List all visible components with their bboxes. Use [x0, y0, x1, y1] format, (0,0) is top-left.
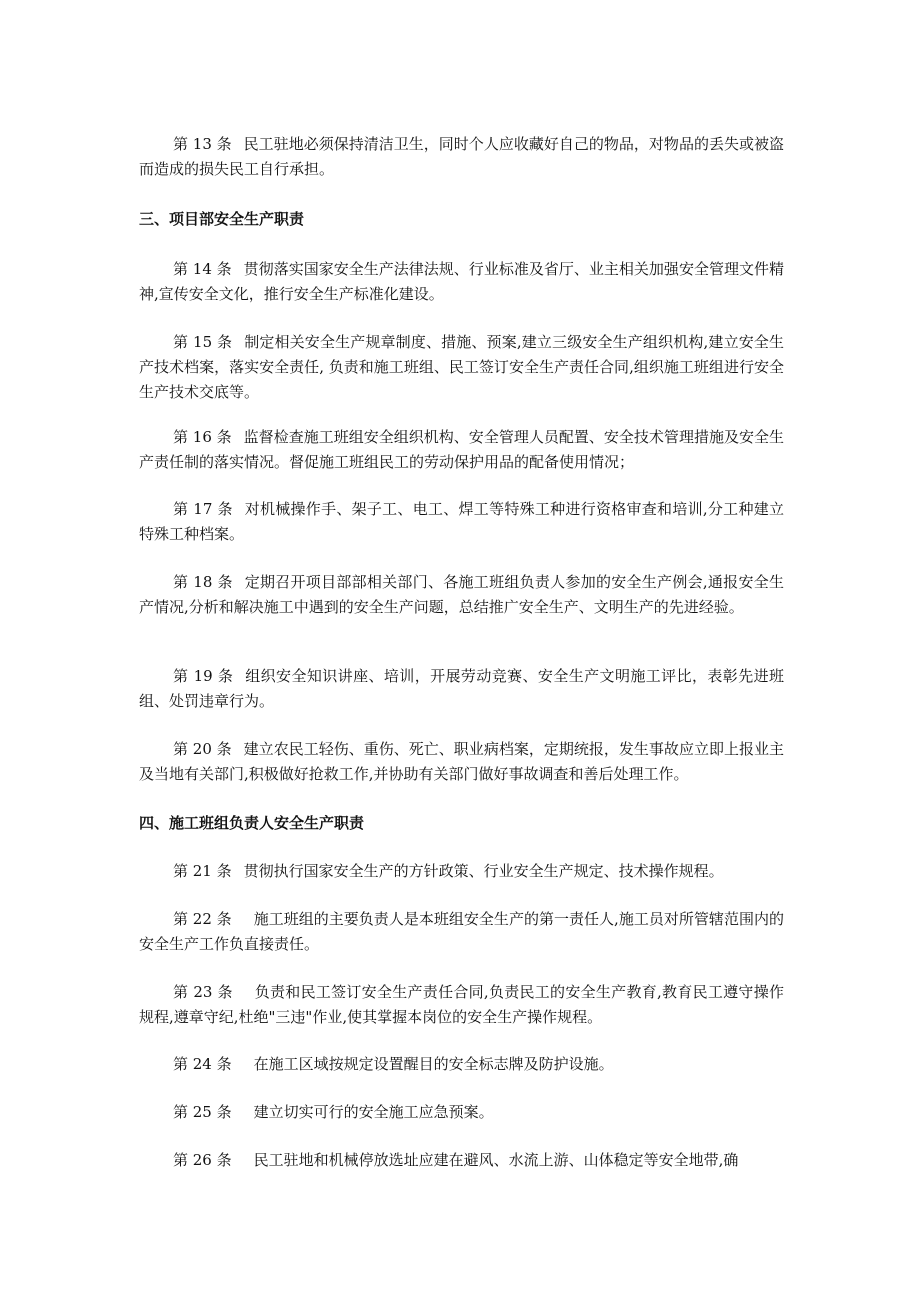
article-23	[139, 980, 784, 1030]
article-16	[139, 425, 784, 475]
article-18	[139, 570, 784, 620]
article-number: 第 20 条	[173, 740, 232, 758]
article-number: 第 19 条	[173, 667, 234, 685]
article-text: 建立农民工轻伤、重伤、死亡、职业病档案，定期统报，发生事故应立即上报业主及当地有关部门,积极做好抢救工作,并协助有关部门做好事故调查和善后处理工作。	[139, 740, 784, 783]
article-number: 第 13 条	[173, 135, 232, 153]
article-13	[139, 132, 784, 182]
article-number: 第 26 条	[173, 1151, 232, 1169]
article-24	[139, 1052, 784, 1077]
article-text: 贯彻落实国家安全生产法律法规、行业标准及省厅、业主相关加强安全管理文件精神,宣传安全文化，推行安全生产标准化建设。	[139, 260, 784, 303]
article-text: 贯彻执行国家安全生产的方针政策、行业安全生产规定、技术操作规程。	[243, 862, 724, 880]
article-text: 在施工区域按规定设置醒目的安全标志牌及防护设施。	[253, 1055, 614, 1073]
article-text: 民工驻地和机械停放选址应建在避风、水流上游、山体稳定等安全地带,确	[253, 1151, 739, 1169]
article-text: 民工驻地必须保持清洁卫生，同时个人应收藏好自己的物品，对物品的丢失或被盗而造成的损失民工自行承担。	[139, 135, 784, 178]
article-number: 第 21 条	[173, 862, 232, 880]
article-number: 第 16 条	[173, 428, 232, 446]
article-26	[139, 1148, 784, 1173]
section-heading-team-leader: 四、施工班组负责人安全生产职责	[139, 814, 365, 832]
article-text: 组织安全知识讲座、培训，开展劳动竞赛、安全生产文明施工评比，表彰先进班组、处罚违章行为。	[139, 667, 784, 710]
article-15	[139, 330, 784, 405]
article-text: 定期召开项目部部相关部门、各施工班组负责人参加的安全生产例会,通报安全生产情况,分析和解决施工中遇到的安全生产问题，总结推广安全生产、文明生产的先进经验。	[139, 573, 784, 616]
article-22	[139, 907, 784, 957]
article-text: 施工班组的主要负责人是本班组安全生产的第一责任人,施工员对所管辖范围内的安全生产工作负直接责任。	[139, 910, 784, 953]
article-number: 第 23 条	[173, 983, 233, 1001]
article-21	[139, 859, 784, 884]
section-heading-project-dept: 三、项目部安全生产职责	[139, 210, 305, 228]
article-17	[139, 497, 784, 547]
article-number: 第 17 条	[173, 500, 233, 518]
article-20	[139, 737, 784, 787]
article-number: 第 15 条	[173, 333, 233, 351]
article-text: 制定相关安全生产规章制度、措施、预案,建立三级安全生产组织机构,建立安全生产技术档案，落实安全责任, 负责和施工班组、民工签订安全生产责任合同,组织施工班组进行安全生产技术交底等。	[139, 333, 785, 401]
article-number: 第 24 条	[173, 1055, 232, 1073]
article-14	[139, 257, 784, 307]
article-number: 第 22 条	[173, 910, 232, 928]
article-number: 第 14 条	[173, 260, 232, 278]
article-19	[139, 664, 784, 714]
article-number: 第 25 条	[173, 1103, 232, 1121]
article-text: 建立切实可行的安全施工应急预案。	[253, 1103, 494, 1121]
article-text: 负责和民工签订安全生产责任合同,负责民工的安全生产教育,教育民工遵守操作规程,遵章守纪,杜绝"三违"作业,使其掌握本岗位的安全生产操作规程。	[139, 983, 784, 1026]
article-number: 第 18 条	[173, 573, 233, 591]
article-text: 对机械操作手、架子工、电工、焊工等特殊工种进行资格审查和培训,分工种建立特殊工种档案。	[139, 500, 784, 543]
article-text: 监督检查施工班组安全组织机构、安全管理人员配置、安全技术管理措施及安全生产责任制的落实情况。督促施工班组民工的劳动保护用品的配备使用情况；	[139, 428, 784, 471]
article-25	[139, 1100, 784, 1125]
